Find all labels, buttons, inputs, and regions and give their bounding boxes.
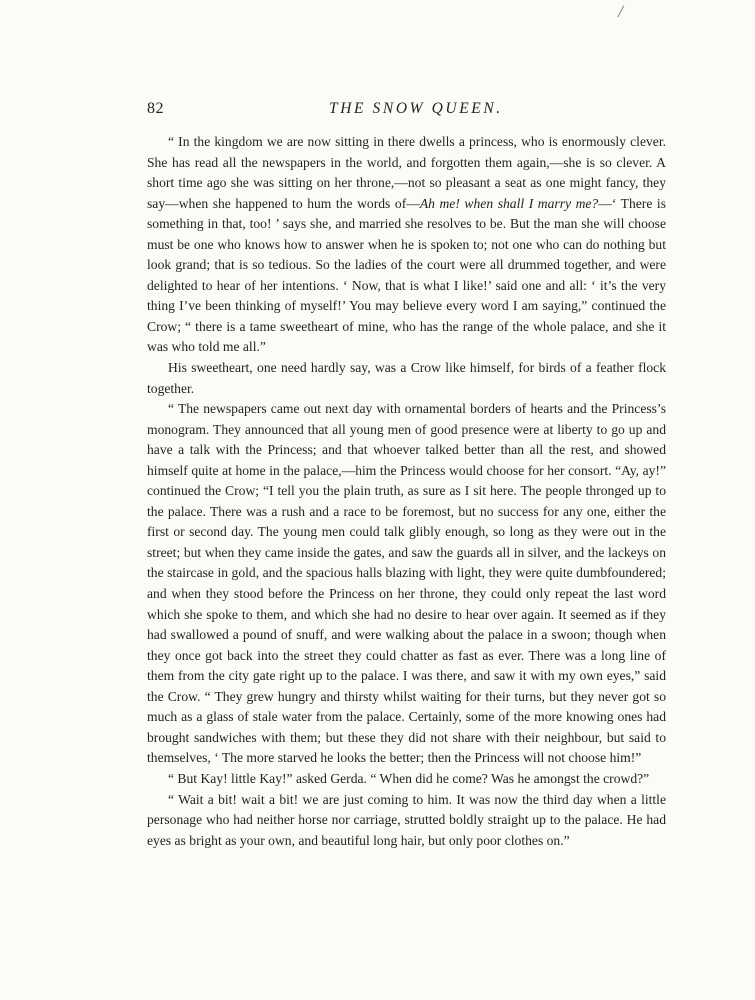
- paragraph-text: “ In the kingdom we are now sitting in there dwells a princess, who is enormously clever. She has read all the newspapers in the world, and forgotten them again,—she is so clever. A short time ago she was sitting on her throne,—not so pleasant a seat as one might fancy, they say—when she happened to hum the words of—: [147, 134, 666, 211]
- paragraph: “ Wait a bit! wait a bit! we are just coming to him. It was now the third day when a little personage who had neither horse nor carriage, strutted boldly straight up to the palace. He had eyes as bright as your own, and beautiful long hair, but only poor clothes on.”: [147, 791, 666, 848]
- book-title: THE SNOW QUEEN.: [329, 100, 503, 117]
- paragraph: “ The newspapers came out next day with ornamental borders of hearts and the Princess’s monogram. They announced that all young men of good presence were at liberty to go up and have a talk with the Princess; and that whoever talked better than all the rest, and showed himself quite at home in the palace,—him the Princess would choose for her consort. “Ay, ay!” continued the Crow; “I tell you the plain truth, as sure as I sit here. The people thronged up to the palace. There was a rush and a race to be foremost, but no success for any one, either the first or second day. The young men could talk glibly enough, so long as they were out in the street; but when they came inside the gates, and saw the guards all in silver, and the lackeys on the staircase in gold, and the spacious halls blazing with light, they were quite dumbfoundered; and when they stood before the Princess on her throne, they could only repeat the last word which she spoke to them, and which she had no desire to hear over again. It seemed as if they had swallowed a pound of snuff, and were walking about the palace in a swoon; though when they once got back into the street they could chatter as fast as ever. There was a long line of them from the city gate right up to the palace. I was there, and saw it with my own eyes,” said the Crow. “ They grew hungry and thirsty whilst waiting for their turns, but they never got so much as a glass of stale water from the palace. Certainly, some of the more knowing ones had brought sandwiches with them; but these they did not share with their neighbour, but said to themselves, ‘ The more starved he looks the better; then the Princess will not choose him!”: [147, 401, 666, 766]
- running-head: [147, 100, 667, 122]
- quoted-song-text: Ah me! when shall I marry me?: [419, 195, 599, 211]
- paragraph: “ But Kay! little Kay!” asked Gerda. “ When did he come? Was he amongst the crowd?”: [168, 770, 650, 786]
- pencil-mark: [617, 5, 628, 19]
- paragraph-text: —‘ There is something in that, too! ’ says she, and married she resolves to be. But the man she will choose must be one who knows how to answer when he is spoken to; not one who can do nothing but look grand; that is so tedious. So the ladies of the court were all drummed together, and were delighted to hear of her intentions. ‘ Now, that is what I like!’ said one and all: ‘ it’s the very thing I’ve been thinking of myself!’ You may believe every word I am saying,” continued the Crow; “ there is a tame sweetheart of mine, who has the range of the whole palace, and she it was who told me all.”: [147, 195, 667, 355]
- text-body: [147, 132, 666, 851]
- page-number: 82: [147, 100, 164, 117]
- paragraph: His sweetheart, one need hardly say, was a Crow like himself, for birds of a feather flock together.: [147, 360, 666, 396]
- paragraph: [147, 132, 666, 358]
